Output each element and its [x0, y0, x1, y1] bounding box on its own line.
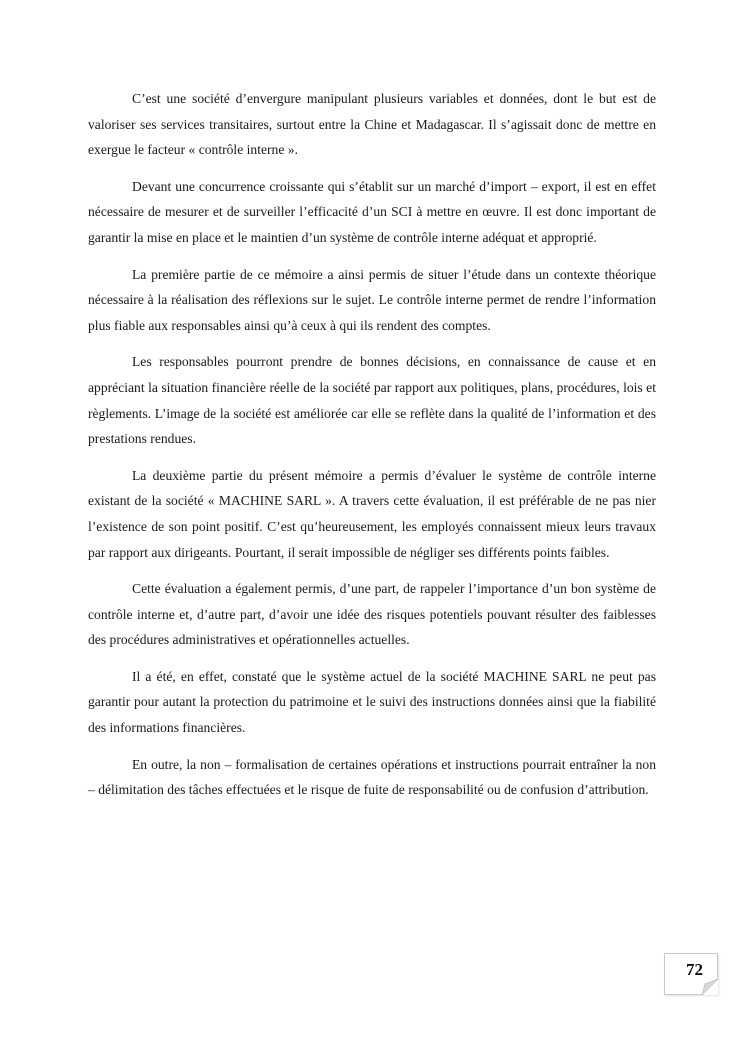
- paragraph-3: La première partie de ce mémoire a ainsi permis de situer l’étude dans un contexte théorique nécessaire à la réalisation des réflexions sur le sujet. Le contrôle interne permet de rendre l’information plus fiable aux responsables ainsi qu’à ceux à qui ils rendent des comptes.: [88, 266, 656, 333]
- paragraph-7: Il a été, en effet, constaté que le système actuel de la société MACHINE SARL ne peut pas garantir pour autant la protection du patrimoine et le suivi des instructions données ainsi que la fiabilité des informations financières.: [88, 668, 656, 736]
- paragraph-1: C’est une société d’envergure manipulant plusieurs variables et données, dont le but est de valoriser ses services transitaires, surtout entre la Chine et Madagascar. Il s’agissait donc de mettre en exergue le facteur « contrôle interne ».: [88, 91, 656, 158]
- paragraph-2: Devant une concurrence croissante qui s’établit sur un marché d’import – export, il est en effet nécessaire de mesurer et de surveiller l’efficacité d’un SCI à mettre en œuvre. Il est donc important de garantir la mise en place et le maintien d’un système de contrôle interne adéquat et approprié.: [88, 178, 656, 245]
- paragraph-8: En outre, la non – formalisation de certaines opérations et instructions pourrait entraîner la non – délimitation des tâches effectuées et le risque de fuite de responsabilité ou de confusion d’attribution.: [88, 756, 656, 798]
- page-number: 72: [686, 960, 703, 979]
- paragraph-4: Les responsables pourront prendre de bonnes décisions, en connaissance de cause et en appréciant la situation financière réelle de la société par rapport aux politiques, plans, procédures, lois et règlements. L’image de la société est améliorée car elle se reflète dans la qualité de l’information et des prestations rendues.: [88, 354, 656, 447]
- paragraph-6: Cette évaluation a également permis, d’une part, de rappeler l’importance d’un bon système de contrôle interne et, d’autre part, d’avoir une idée des risques potentiels pouvant résulter des faiblesses des procédures administratives et opérationnelles actuelles.: [88, 581, 656, 648]
- paragraph-5: La deuxième partie du présent mémoire a permis d’évaluer le système de contrôle interne existant de la société « MACHINE SARL ». A travers cette évaluation, il est préférable de ne pas nier l’existence de son point positif. C’est qu’heureusement, les employés connaissent mieux leurs travaux par rapport aux dirigeants. Pourtant, il serait impossible de négliger ses différents points faibles.: [88, 467, 656, 560]
- page-number-box: [664, 953, 718, 995]
- page-curl-icon: [702, 979, 718, 995]
- document-body: [88, 86, 656, 814]
